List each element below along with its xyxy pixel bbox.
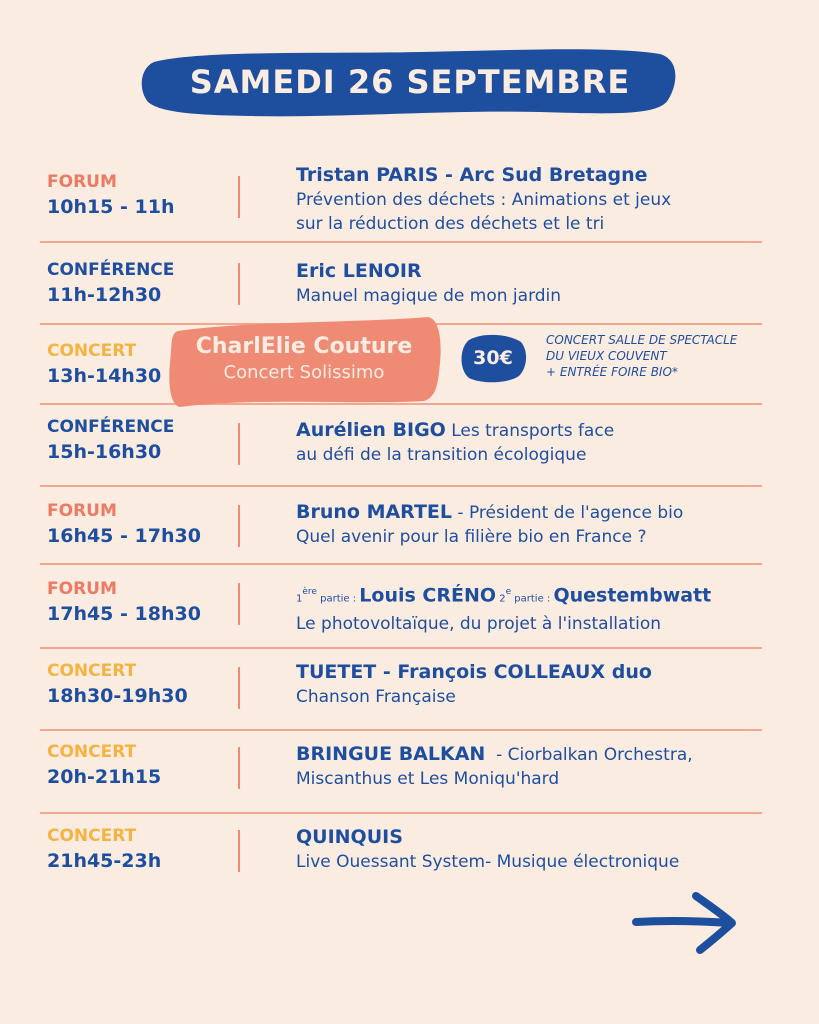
event-name: Tristan PARIS - Arc Sud Bretagne bbox=[296, 164, 648, 186]
event-type: CONCERT bbox=[47, 341, 137, 361]
schedule-list bbox=[40, 162, 762, 894]
price-value: 30€ bbox=[473, 347, 513, 369]
featured-artist: CharlElie Couture bbox=[195, 334, 413, 359]
schedule-row bbox=[40, 405, 762, 487]
event-description: Miscanthus et Les Moniqu'hard bbox=[296, 769, 560, 789]
part2-name: Questembwatt bbox=[553, 584, 712, 607]
note-line: DU VIEUX COUVENT bbox=[546, 349, 667, 363]
row-separator bbox=[238, 583, 240, 625]
featured-subtitle: Concert Solissimo bbox=[223, 362, 385, 383]
concert-note bbox=[546, 332, 786, 380]
event-name: Aurélien BIGO bbox=[296, 419, 446, 441]
title-banner bbox=[140, 44, 680, 120]
part1-word: partie : bbox=[316, 593, 360, 605]
event-type: CONFÉRENCE bbox=[47, 260, 175, 280]
event-time: 16h45 - 17h30 bbox=[47, 525, 201, 547]
schedule-row bbox=[40, 565, 762, 649]
part2-ordinal: e bbox=[505, 587, 512, 597]
event-name-rest: - Président de l'agence bio bbox=[452, 503, 684, 523]
event-type: FORUM bbox=[47, 501, 117, 521]
event-type: CONCERT bbox=[47, 742, 137, 762]
row-separator bbox=[238, 505, 240, 547]
schedule-row bbox=[40, 649, 762, 731]
event-time: 15h-16h30 bbox=[47, 441, 162, 463]
event-description: sur la réduction des déchets et le tri bbox=[296, 214, 605, 234]
event-time: 10h15 - 11h bbox=[47, 196, 175, 218]
event-type: CONFÉRENCE bbox=[47, 417, 175, 437]
event-type: FORUM bbox=[47, 579, 117, 599]
event-time: 13h-14h30 bbox=[47, 365, 162, 387]
event-name-rest: Les transports face bbox=[445, 421, 615, 441]
arrow-right-icon[interactable] bbox=[630, 888, 740, 962]
note-line: CONCERT SALLE DE SPECTACLE bbox=[546, 333, 738, 347]
part1-ordinal: ère bbox=[302, 587, 317, 597]
row-separator bbox=[238, 263, 240, 305]
event-time: 20h-21h15 bbox=[47, 766, 162, 788]
event-name: BRINGUE BALKAN bbox=[296, 743, 486, 765]
event-name: QUINQUIS bbox=[296, 826, 403, 848]
event-time: 18h30-19h30 bbox=[47, 685, 188, 707]
row-separator bbox=[238, 667, 240, 709]
event-name: TUETET - François COLLEAUX duo bbox=[296, 661, 652, 683]
row-separator bbox=[238, 176, 240, 218]
schedule-row bbox=[40, 487, 762, 565]
event-type: CONCERT bbox=[47, 826, 137, 846]
event-description: Chanson Française bbox=[296, 687, 456, 707]
event-name: Bruno MARTEL bbox=[296, 501, 453, 523]
event-time: 17h45 - 18h30 bbox=[47, 603, 201, 625]
schedule-row bbox=[40, 162, 762, 243]
event-name: Eric LENOIR bbox=[296, 260, 422, 282]
event-description: Le photovoltaïque, du projet à l'installation bbox=[296, 614, 662, 635]
price-badge bbox=[459, 332, 527, 384]
page-title: SAMEDI 26 SEPTEMBRE bbox=[189, 63, 631, 101]
event-description: au défi de la transition écologique bbox=[296, 445, 587, 465]
event-name-rest: - Ciorbalkan Orchestra, bbox=[485, 745, 693, 765]
event-description: Manuel magique de mon jardin bbox=[296, 286, 562, 306]
schedule-row bbox=[40, 814, 762, 894]
row-separator bbox=[238, 423, 240, 465]
part2-number: 2 bbox=[496, 593, 506, 605]
event-description: Quel avenir pour la filière bio en France ? bbox=[296, 527, 647, 547]
row-separator bbox=[238, 830, 240, 872]
event-description: Live Ouessant System- Musique électronique bbox=[296, 852, 680, 872]
event-time: 21h45-23h bbox=[47, 850, 162, 872]
event-type: FORUM bbox=[47, 172, 117, 192]
part2-word: partie : bbox=[511, 593, 554, 605]
part1-number: 1 bbox=[296, 593, 303, 605]
schedule-row bbox=[40, 731, 762, 814]
event-description: Prévention des déchets : Animations et jeux bbox=[296, 190, 672, 210]
note-line: + ENTRÉE FOIRE BIO* bbox=[546, 365, 678, 379]
event-time: 11h-12h30 bbox=[47, 284, 162, 306]
row-separator bbox=[238, 747, 240, 789]
event-type: CONCERT bbox=[47, 661, 137, 681]
part1-name: Louis CRÉNO bbox=[359, 584, 497, 607]
featured-concert-badge bbox=[166, 313, 442, 407]
